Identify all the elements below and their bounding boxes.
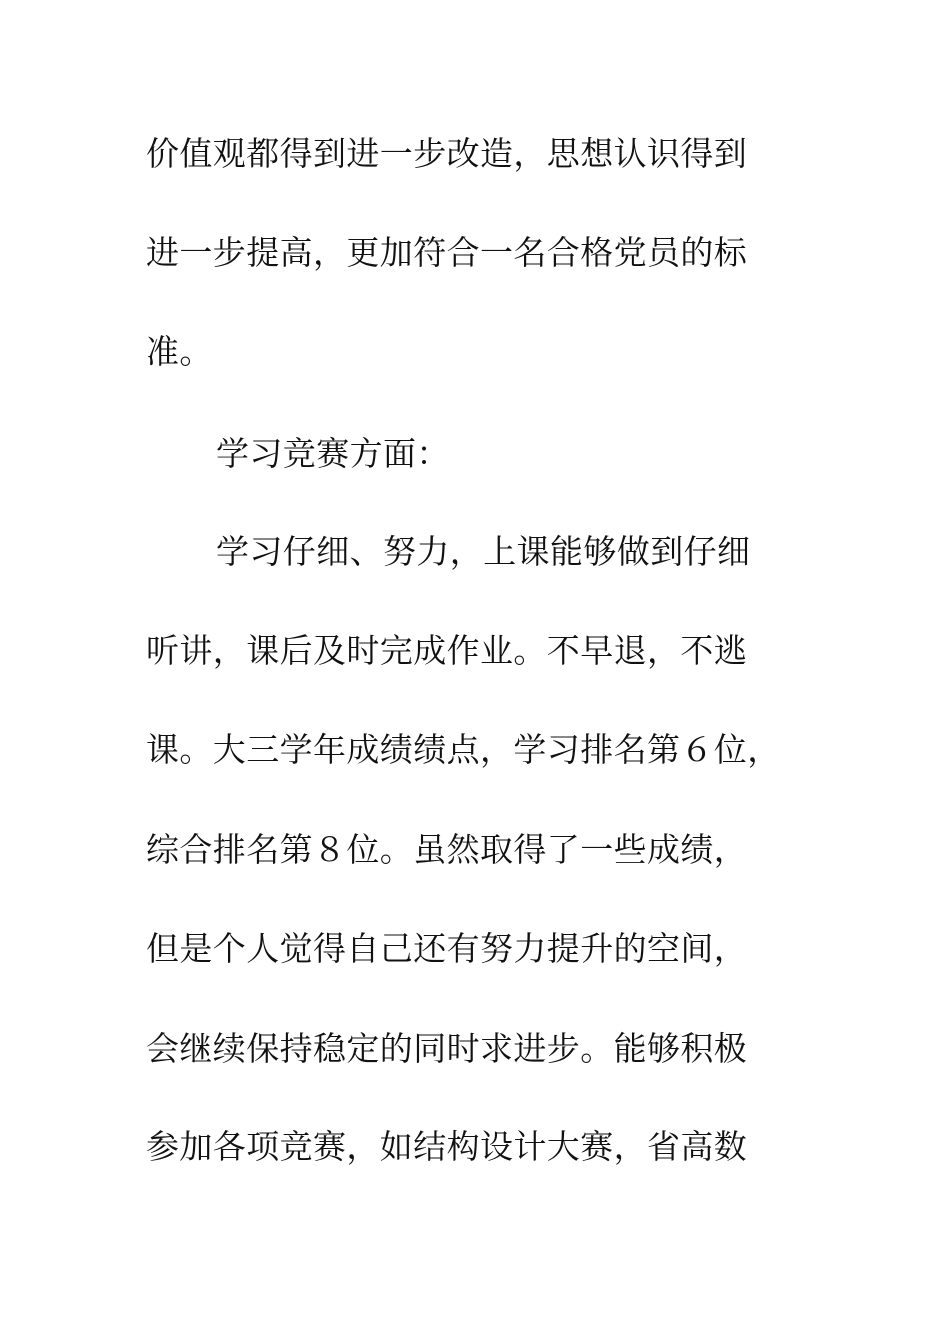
text-line-8: 综合排名第８位。虽然取得了一些成绩， bbox=[146, 830, 748, 869]
text-line-2: 进一步提高，更加符合一名合格党员的标 bbox=[146, 233, 748, 272]
text-line-11: 参加各项竞赛，如结构设计大赛，省高数 bbox=[146, 1127, 748, 1166]
text-line-9: 但是个人觉得自己还有努力提升的空间， bbox=[146, 929, 748, 968]
text-line-5: 学习仔细、努力，上课能够做到仔细 bbox=[216, 532, 751, 571]
text-line-1: 价值观都得到进一步改造，思想认识得到 bbox=[146, 134, 748, 173]
text-line-6: 听讲，课后及时完成作业。不早退，不逃 bbox=[146, 631, 748, 670]
text-line-7: 课。大三学年成绩绩点，学习排名第６位， bbox=[146, 730, 781, 769]
text-line-10: 会继续保持稳定的同时求进步。能够积极 bbox=[146, 1029, 748, 1068]
section-heading: 学习竞赛方面： bbox=[216, 434, 450, 473]
text-line-3: 准。 bbox=[146, 332, 213, 371]
